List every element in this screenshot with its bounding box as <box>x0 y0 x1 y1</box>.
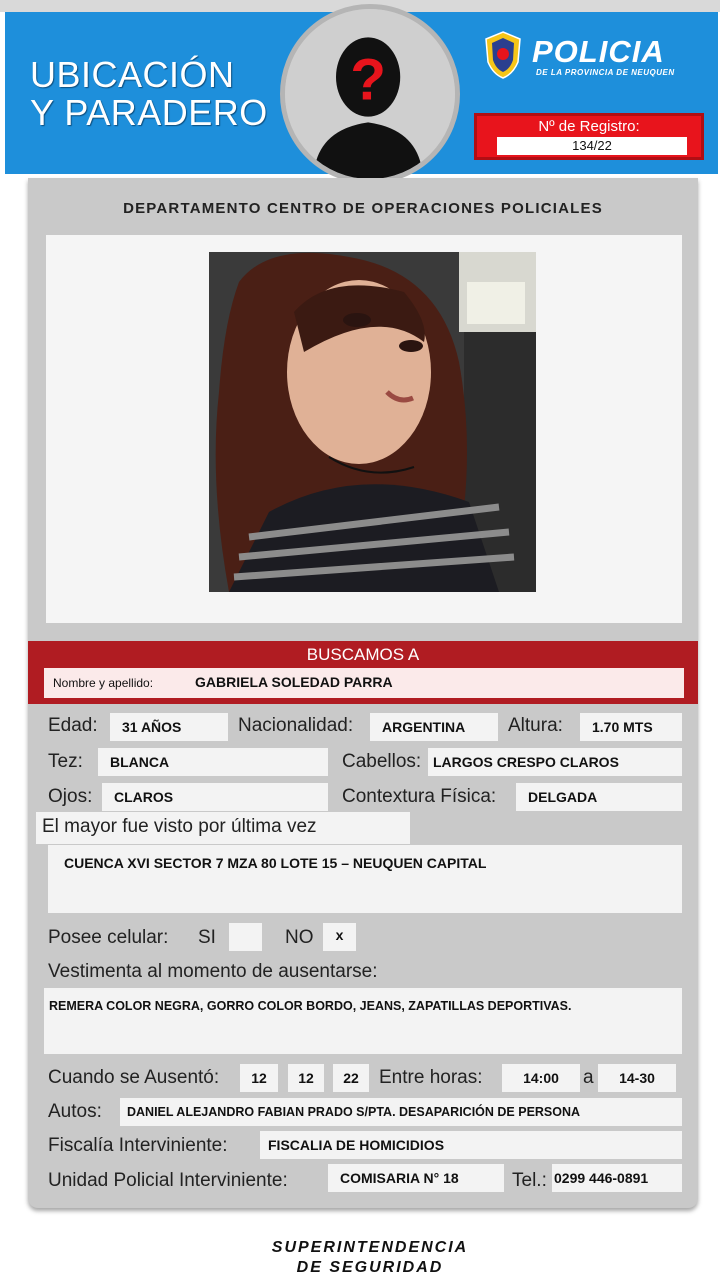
altura-value: 1.70 MTS <box>580 713 682 741</box>
visto-label: El mayor fue visto por última vez <box>42 816 317 837</box>
unidad-value: COMISARIA N° 18 <box>328 1164 504 1192</box>
hora-separator: a <box>583 1067 594 1088</box>
police-shield-icon <box>483 30 523 80</box>
mes-value: 12 <box>288 1064 324 1092</box>
dia-value: 12 <box>240 1064 278 1092</box>
fiscalia-label: Fiscalía Interviniente: <box>48 1135 228 1156</box>
visto-value: CUENCA XVI SECTOR 7 MZA 80 LOTE 15 – NEUQUEN CAPITAL <box>48 845 682 913</box>
tez-value: BLANCA <box>98 748 328 776</box>
nacionalidad-label: Nacionalidad: <box>238 715 354 736</box>
contextura-value: DELGADA <box>516 783 682 811</box>
hora-desde: 14:00 <box>502 1064 580 1092</box>
si-checkbox <box>229 923 262 951</box>
name-label: Nombre y apellido: <box>53 676 154 690</box>
registro-value: 134/22 <box>497 137 687 155</box>
cabellos-value: LARGOS CRESPO CLAROS <box>428 748 682 776</box>
celular-label: Posee celular: <box>48 927 169 948</box>
edad-value: 31 AÑOS <box>110 713 228 741</box>
footer-line-2: DE SEGURIDAD <box>296 1259 444 1276</box>
registro-box <box>474 113 704 160</box>
anio-value: 22 <box>333 1064 369 1092</box>
si-label: SI <box>198 927 216 948</box>
fiscalia-value: FISCALIA DE HOMICIDIOS <box>260 1131 682 1159</box>
edad-label: Edad: <box>48 715 98 736</box>
tel-value: 0299 446-0891 <box>552 1164 682 1192</box>
autos-label: Autos: <box>48 1101 102 1122</box>
ausento-label: Cuando se Ausentó: <box>48 1067 220 1088</box>
title-line-2: Y PARADERO <box>30 92 268 133</box>
title-line-1: UBICACIÓN <box>30 54 235 95</box>
vestimenta-label: Vestimenta al momento de ausentarse: <box>48 961 378 982</box>
no-label: NO <box>285 927 314 948</box>
nacionalidad-value: ARGENTINA <box>370 713 498 741</box>
missing-person-photo <box>209 252 536 592</box>
unknown-person-icon <box>280 4 460 184</box>
ojos-value: CLAROS <box>102 783 328 811</box>
unidad-label: Unidad Policial Interviniente: <box>48 1170 288 1191</box>
buscamos-label: BUSCAMOS A <box>306 645 420 664</box>
name-row <box>44 668 684 698</box>
department-title: DEPARTAMENTO CENTRO DE OPERACIONES POLICIALES <box>123 200 603 217</box>
hora-hasta: 14-30 <box>598 1064 676 1092</box>
autos-value: DANIEL ALEJANDRO FABIAN PRADO S/PTA. DESAPARICIÓN DE PERSONA <box>120 1098 682 1126</box>
agency-name: POLICIA <box>532 34 665 69</box>
ojos-label: Ojos: <box>48 786 93 807</box>
name-value: GABRIELA SOLEDAD PARRA <box>195 674 393 690</box>
registro-label: Nº de Registro: <box>538 118 640 135</box>
tel-label: Tel.: <box>512 1170 547 1191</box>
agency-subtitle: DE LA PROVINCIA DE NEUQUEN <box>536 68 675 77</box>
visto-label-box <box>36 812 410 844</box>
tez-label: Tez: <box>48 751 83 772</box>
no-checkbox: x <box>323 923 356 951</box>
contextura-label: Contextura Física: <box>342 786 497 807</box>
vestimenta-value: REMERA COLOR NEGRA, GORRO COLOR BORDO, JEANS, ZAPATILLAS DEPORTIVAS. <box>44 988 682 1054</box>
svg-text:?: ? <box>350 47 386 113</box>
cabellos-label: Cabellos: <box>342 751 422 772</box>
poster-title <box>30 56 268 132</box>
horas-label: Entre horas: <box>379 1067 483 1088</box>
altura-label: Altura: <box>508 715 563 736</box>
footer-line-1: SUPERINTENDENCIA <box>271 1239 469 1256</box>
